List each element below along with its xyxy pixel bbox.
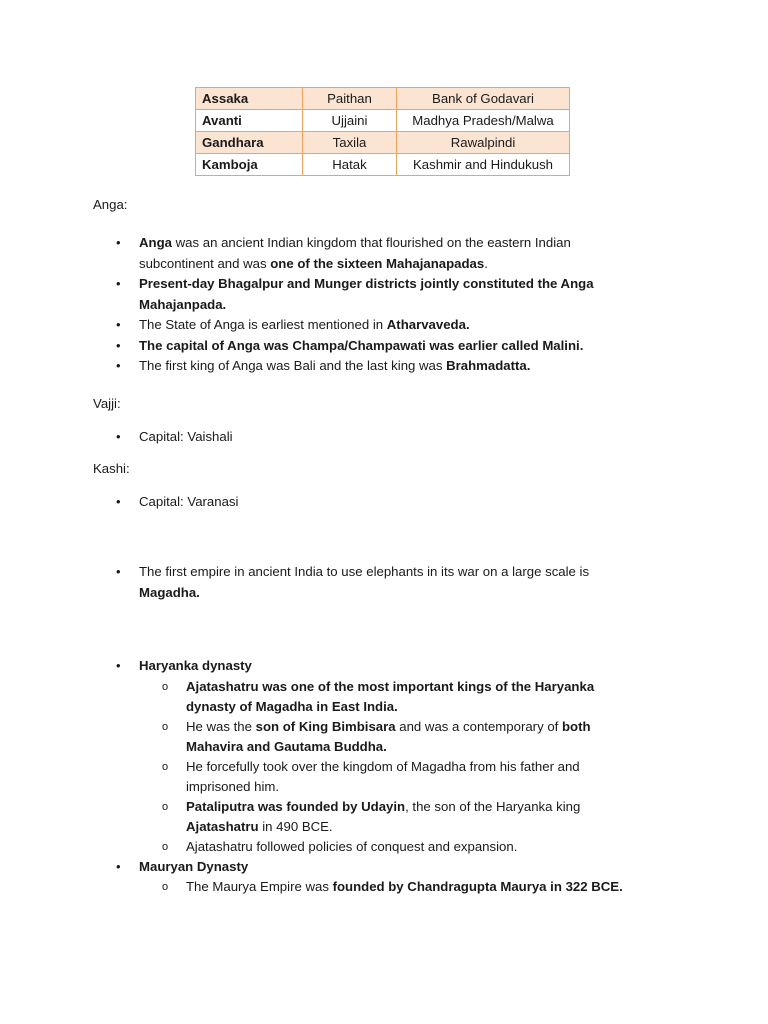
bullet-icon: • — [116, 564, 121, 579]
circle-bullet-icon: o — [162, 760, 169, 773]
bullet-icon: • — [116, 658, 121, 673]
list-item — [139, 757, 626, 797]
table-row — [196, 110, 570, 132]
circle-bullet-icon: o — [162, 881, 169, 893]
bullet-icon: • — [116, 317, 121, 332]
list-item — [0, 562, 609, 603]
elephants-text — [139, 564, 589, 600]
text: , the son of the Haryanka king — [405, 798, 581, 814]
text: and was a contemporary of — [395, 718, 562, 734]
list-item — [0, 336, 609, 357]
dynasty-title: Haryanka dynasty — [139, 658, 252, 673]
text: in 490 BCE. — [258, 818, 333, 834]
vajji-heading: Vajji: — [93, 396, 121, 411]
bold-text: Brahmadatta. — [446, 358, 531, 373]
anga-heading: Anga: — [93, 197, 128, 212]
table-cell: Assaka — [196, 88, 303, 110]
list-item — [0, 356, 609, 377]
text: He forcefully took over the kingdom of Magadha from his father and imprisoned him. — [186, 758, 580, 794]
table-row — [196, 132, 570, 154]
sub-list — [139, 677, 609, 857]
table-cell: Rawalpindi — [397, 132, 570, 154]
list-item — [0, 656, 609, 857]
bold-text: Pataliputra was founded by Udayin — [186, 798, 406, 814]
table-cell: Gandhara — [196, 132, 303, 154]
circle-bullet-icon: o — [162, 680, 169, 693]
bullet-icon: • — [116, 337, 121, 353]
circle-bullet-icon: o — [162, 840, 169, 853]
text: was an ancient Indian kingdom that flourished on the eastern Indian subcontinent and was — [139, 235, 571, 271]
table-row — [196, 154, 570, 176]
dynasty-title: Mauryan Dynasty — [139, 858, 249, 874]
list-item — [139, 677, 626, 717]
list-item: • Capital: Vaishali — [0, 427, 609, 448]
table-cell: Avanti — [196, 110, 303, 132]
dynasty-list — [0, 656, 623, 897]
kashi-list — [0, 492, 609, 513]
bold-text: Anga — [139, 235, 172, 250]
text: . — [484, 255, 488, 271]
table-cell: Ujjaini — [303, 110, 397, 132]
list-item — [0, 857, 623, 898]
elephants-list — [0, 562, 609, 603]
text: The first empire in ancient India to use elephants in its war on a large scale is — [139, 564, 590, 579]
sub-list — [139, 877, 623, 897]
table-cell: Kamboja — [196, 154, 303, 176]
vajji-list — [0, 427, 609, 448]
kashi-heading: Kashi: — [93, 461, 130, 476]
text: Ajatashatru followed policies of conquest and expansion. — [186, 838, 518, 854]
bold-text: Magadha. — [139, 584, 200, 600]
list-item — [139, 877, 626, 897]
table-cell: Hatak — [303, 154, 397, 176]
bold-text: Ajatashatru — [186, 818, 259, 834]
bold-text: Present-day Bhagalpur and Munger districts jointly constituted the Anga Mahajanpada. — [139, 276, 594, 312]
bullet-icon: • — [116, 235, 121, 250]
list-item: • Capital: Varanasi — [0, 492, 609, 513]
bullet-icon: • — [116, 429, 121, 444]
list-item — [139, 837, 626, 857]
list-item — [139, 717, 626, 757]
bullet-icon: • — [116, 358, 121, 373]
table-cell: Madhya Pradesh/Malwa — [397, 110, 570, 132]
list-item — [0, 315, 609, 336]
mahajanapada-table — [195, 87, 570, 176]
bold-text: Ajatashatru was one of the most important kings of the Haryanka dynasty of Magadha in East India. — [186, 678, 595, 714]
bold-text: one of the sixteen Mahajanapadas — [270, 255, 485, 271]
bold-text: The capital of Anga was Champa/Champawati was earlier called Malini. — [139, 337, 584, 353]
bold-text: son of King Bimbisara — [255, 718, 396, 734]
text: He was the — [186, 718, 256, 734]
bullet-icon: • — [116, 276, 121, 291]
anga-list — [0, 233, 609, 377]
bullet-icon: • — [116, 858, 121, 874]
text: The first king of Anga was Bali and the last king was — [139, 358, 447, 373]
circle-bullet-icon: o — [162, 800, 169, 813]
list-item — [139, 797, 626, 837]
circle-bullet-icon: o — [162, 720, 169, 733]
bullet-icon: • — [116, 494, 121, 509]
table-cell: Taxila — [303, 132, 397, 154]
table-row — [196, 88, 570, 110]
bold-text: Atharvaveda. — [386, 317, 470, 332]
text: The State of Anga is earliest mentioned in — [139, 317, 387, 332]
text: The Maurya Empire was — [186, 879, 333, 894]
table-cell: Kashmir and Hindukush — [397, 154, 570, 176]
list-item — [0, 274, 609, 315]
table-cell: Paithan — [303, 88, 397, 110]
bold-text: founded by Chandragupta Maurya in 322 BCE. — [332, 879, 623, 894]
list-item — [0, 233, 609, 274]
bold-text: both Mahavira and Gautama Buddha. — [186, 718, 591, 754]
table-cell: Bank of Godavari — [397, 88, 570, 110]
